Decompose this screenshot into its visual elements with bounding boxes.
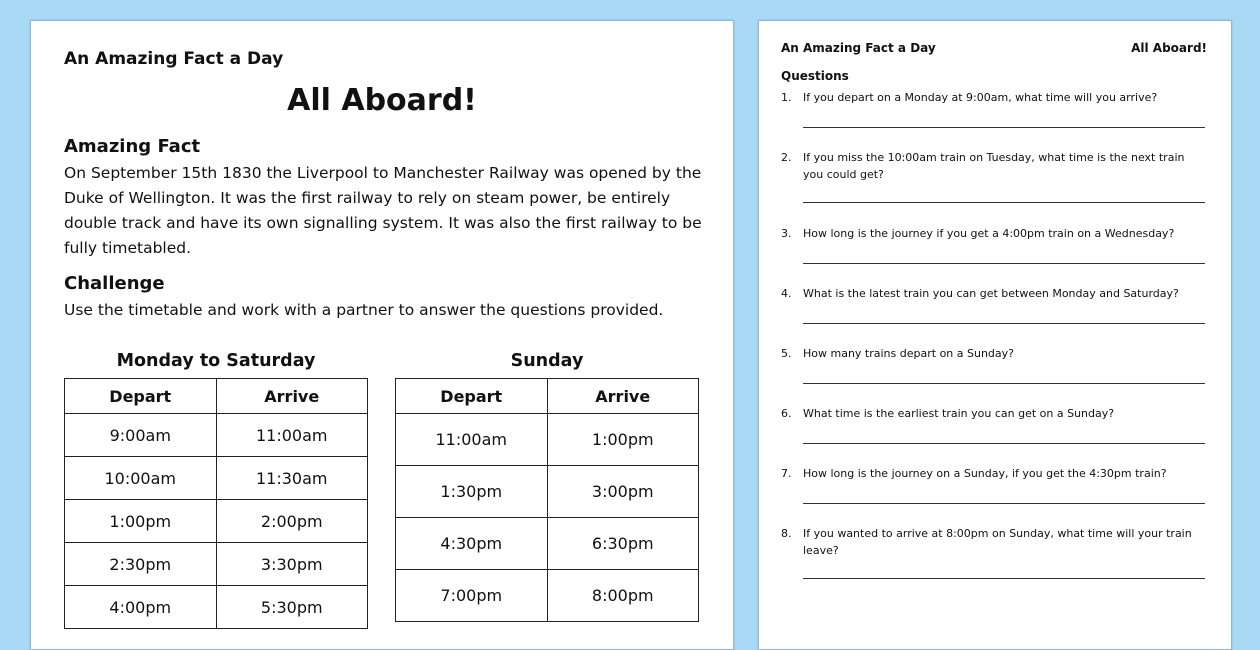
table-row bbox=[396, 570, 699, 622]
arrive-time: 3:00pm bbox=[547, 466, 699, 518]
arrive-time: 6:30pm bbox=[547, 518, 699, 570]
depart-time: 11:00am bbox=[396, 414, 548, 466]
depart-header: Depart bbox=[396, 379, 548, 414]
arrive-time: 11:30am bbox=[216, 457, 368, 500]
question-number: 3. bbox=[781, 227, 792, 240]
amazing-fact-heading: Amazing Fact bbox=[64, 136, 201, 157]
depart-time: 9:00am bbox=[65, 414, 217, 457]
answer-line[interactable] bbox=[803, 503, 1205, 504]
table-row bbox=[396, 518, 699, 570]
amazing-fact-text: On September 15th 1830 the Liverpool to Manchester Railway was opened by the Duke of Wellington. It was the first railway to rely on steam power, be entirely double track and have its own signalling system. It was also the first railway to be fully timetabled. bbox=[64, 164, 702, 257]
answer-line[interactable] bbox=[803, 578, 1205, 579]
question-text: What is the latest train you can get between Monday and Saturday? bbox=[803, 287, 1179, 300]
weekday-timetable-title: Monday to Saturday bbox=[116, 351, 316, 371]
series-title: An Amazing Fact a Day bbox=[781, 41, 936, 55]
challenge-text: Use the timetable and work with a partner to answer the questions provided. bbox=[64, 301, 664, 319]
depart-time: 4:30pm bbox=[396, 518, 548, 570]
question-text: If you miss the 10:00am train on Tuesday, what time is the next train you could get? bbox=[803, 151, 1185, 181]
question-number: 5. bbox=[781, 347, 792, 360]
question-text: How long is the journey on a Sunday, if you get the 4:30pm train? bbox=[803, 467, 1167, 480]
arrive-time: 8:00pm bbox=[547, 570, 699, 622]
arrive-time: 1:00pm bbox=[547, 414, 699, 466]
sunday-timetable-title: Sunday bbox=[510, 351, 584, 371]
table-row bbox=[396, 414, 699, 466]
question-number: 6. bbox=[781, 407, 792, 420]
sunday-timetable bbox=[395, 378, 699, 622]
table-row bbox=[65, 500, 368, 543]
depart-time: 1:00pm bbox=[65, 500, 217, 543]
table-row bbox=[65, 414, 368, 457]
depart-time: 1:30pm bbox=[396, 466, 548, 518]
answer-line[interactable] bbox=[803, 202, 1205, 203]
depart-time: 7:00pm bbox=[396, 570, 548, 622]
depart-header: Depart bbox=[65, 379, 217, 414]
worksheet-page-right bbox=[758, 20, 1232, 650]
page-title: All Aboard! bbox=[287, 83, 477, 118]
weekday-timetable bbox=[64, 378, 368, 629]
table-row bbox=[65, 543, 368, 586]
question-number: 1. bbox=[781, 91, 792, 104]
question-number: 7. bbox=[781, 467, 792, 480]
questions-heading: Questions bbox=[781, 69, 849, 83]
question-text: If you depart on a Monday at 9:00am, what time will you arrive? bbox=[803, 91, 1158, 104]
answer-line[interactable] bbox=[803, 323, 1205, 324]
table-row bbox=[396, 466, 699, 518]
question-text: If you wanted to arrive at 8:00pm on Sunday, what time will your train leave? bbox=[803, 527, 1192, 557]
arrive-time: 11:00am bbox=[216, 414, 368, 457]
depart-time: 2:30pm bbox=[65, 543, 217, 586]
arrive-time: 2:00pm bbox=[216, 500, 368, 543]
table-row bbox=[65, 586, 368, 629]
answer-line[interactable] bbox=[803, 383, 1205, 384]
question-text: How many trains depart on a Sunday? bbox=[803, 347, 1014, 360]
question-text: What time is the earliest train you can get on a Sunday? bbox=[803, 407, 1115, 420]
page-title: All Aboard! bbox=[1131, 41, 1207, 55]
challenge-heading: Challenge bbox=[64, 273, 165, 294]
table-row bbox=[65, 457, 368, 500]
answer-line[interactable] bbox=[803, 127, 1205, 128]
depart-time: 4:00pm bbox=[65, 586, 217, 629]
series-title: An Amazing Fact a Day bbox=[64, 49, 284, 69]
question-number: 4. bbox=[781, 287, 792, 300]
question-number: 8. bbox=[781, 527, 792, 540]
arrive-header: Arrive bbox=[216, 379, 368, 414]
answer-line[interactable] bbox=[803, 263, 1205, 264]
answer-line[interactable] bbox=[803, 443, 1205, 444]
question-number: 2. bbox=[781, 151, 792, 164]
arrive-header: Arrive bbox=[547, 379, 699, 414]
question-text: How long is the journey if you get a 4:00pm train on a Wednesday? bbox=[803, 227, 1175, 240]
depart-time: 10:00am bbox=[65, 457, 217, 500]
arrive-time: 3:30pm bbox=[216, 543, 368, 586]
arrive-time: 5:30pm bbox=[216, 586, 368, 629]
worksheet-page-left bbox=[30, 20, 734, 650]
